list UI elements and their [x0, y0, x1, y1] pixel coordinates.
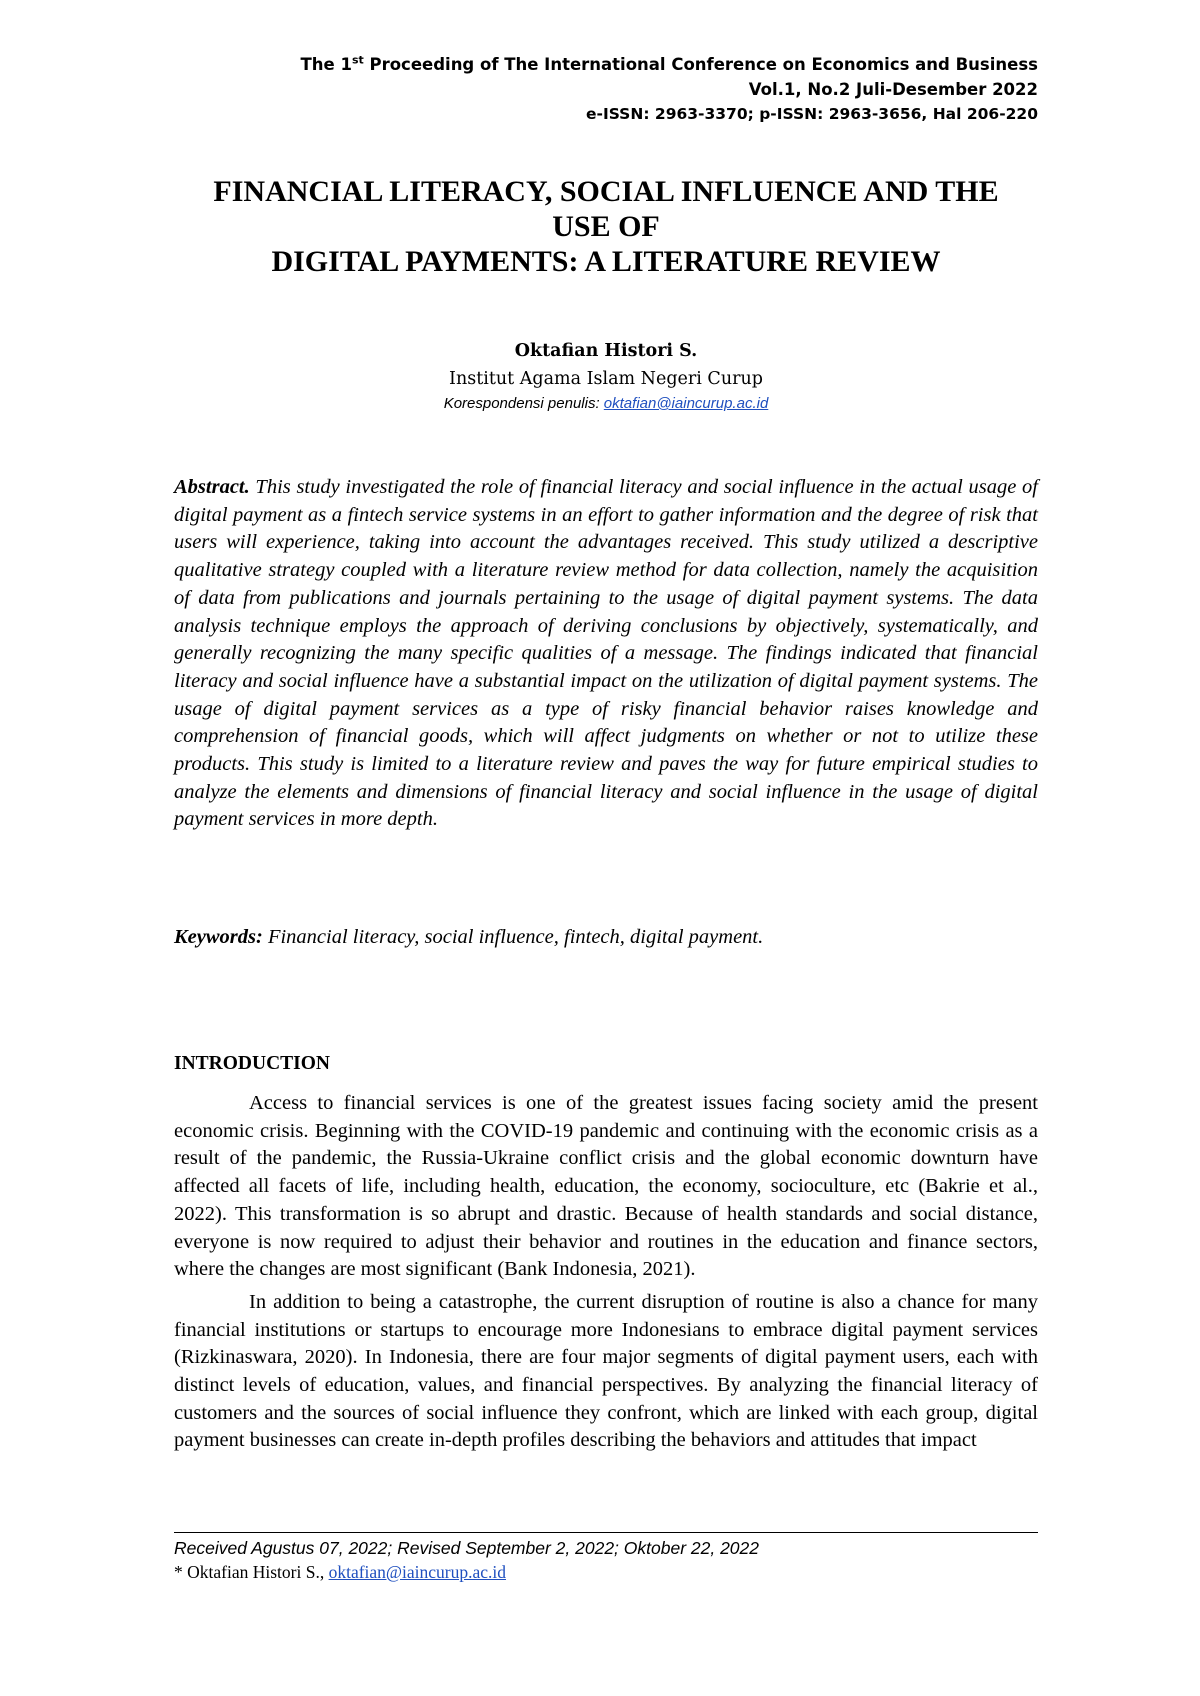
- author-footnote: [174, 1560, 1038, 1584]
- keywords: [174, 924, 1038, 952]
- page-footer: [174, 1536, 1038, 1584]
- footnote-email-link[interactable]: oktafian@iaincurup.ac.id: [328, 1562, 507, 1582]
- footnote-divider: [174, 1532, 1038, 1533]
- keywords-label: Keywords:: [174, 926, 263, 948]
- footnote-prefix: * Oktafian Histori S.,: [174, 1562, 329, 1582]
- author-name: Oktafian Histori S.: [514, 341, 698, 361]
- running-header: [301, 52, 1038, 127]
- header-issn-line: e-ISSN: 2963-3370; p-ISSN: 2963-3656, Hal 206-220: [586, 105, 1038, 123]
- received-dates: Received Agustus 07, 2022; Revised September 2, 2022; Oktober 22, 2022: [174, 1538, 760, 1558]
- header-prefix: The 1: [300, 55, 352, 74]
- author-affiliation: Institut Agama Islam Negeri Curup: [449, 369, 763, 389]
- abstract-text: This study investigated the role of financial literacy and social influence in the actual usage of digital payment as a fintech service systems in an effort to gather information and the degree of risk that users will experience, taking into account the advantages received. This study utilized a descriptive qualitative strategy coupled with a literature review method for data collection, namely the acquisition of data from publications and journals pertaining to the usage of digital payment systems. The data analysis technique employs the approach of deriving conclusions by objectively, systematically, and generally recognizing the many specific qualities of a message. The findings indicated that financial literacy and social influence have a substantial impact on the utilization of digital payment systems. The usage of digital payment services as a type of risky financial behavior raises knowledge and comprehension of financial goods, which will affect judgments on whether or not to utilize these products. This study is limited to a literature review and paves the way for future empirical studies to analyze the elements and dimensions of financial literacy and social influence in the usage of digital payment services in more depth.: [174, 476, 1038, 831]
- header-suffix: Proceeding of The International Conference on Economics and Business: [363, 55, 1038, 74]
- title-line-2: USE OF: [552, 210, 660, 243]
- keywords-text: Financial literacy, social influence, fintech, digital payment.: [262, 926, 764, 948]
- title-line-1: FINANCIAL LITERACY, SOCIAL INFLUENCE AND THE: [213, 175, 999, 208]
- introduction-heading: INTRODUCTION: [174, 1053, 331, 1074]
- paper-title: [174, 174, 1038, 279]
- correspondence-label: Korespondensi penulis:: [443, 395, 604, 412]
- correspondence-line: [174, 393, 1038, 415]
- author-block: [174, 337, 1038, 415]
- header-ordinal-sup: st: [351, 53, 364, 67]
- abstract-label: Abstract.: [174, 476, 250, 498]
- introduction-body: [174, 1090, 1038, 1460]
- abstract: [174, 474, 1038, 834]
- introduction-paragraph: In addition to being a catastrophe, the current disruption of routine is also a chance for many financial institutions or startups to encourage more Indonesians to embrace digital payment services (Rizkinaswara, 2020). In Indonesia, there are four major segments of digital payment users, each with distinct levels of education, values, and financial perspectives. By analyzing the financial literacy of customers and the sources of social influence they confront, which are linked with each group, digital payment businesses can create in-depth profiles describing the behaviors and attitudes that impact: [174, 1290, 1038, 1452]
- header-volume-line: Vol.1, No.2 Juli-Desember 2022: [748, 80, 1038, 99]
- introduction-paragraph: Access to financial services is one of the greatest issues facing society amid the present economic crisis. Beginning with the COVID-19 pandemic and continuing with the economic crisis as a result of the pandemic, the Russia-Ukraine conflict crisis and the global economic downturn have affected all facets of life, including health, education, the economy, socioculture, etc (Bakrie et al., 2022). This transformation is so abrupt and drastic. Because of health standards and social distance, everyone is now required to adjust their behavior and routines in the education and finance sectors, where the changes are most significant (Bank Indonesia, 2021).: [174, 1092, 1038, 1281]
- header-conference-line: [301, 52, 1038, 77]
- correspondence-email-link[interactable]: oktafian@iaincurup.ac.id: [603, 395, 769, 412]
- title-line-3: DIGITAL PAYMENTS: A LITERATURE REVIEW: [271, 245, 941, 278]
